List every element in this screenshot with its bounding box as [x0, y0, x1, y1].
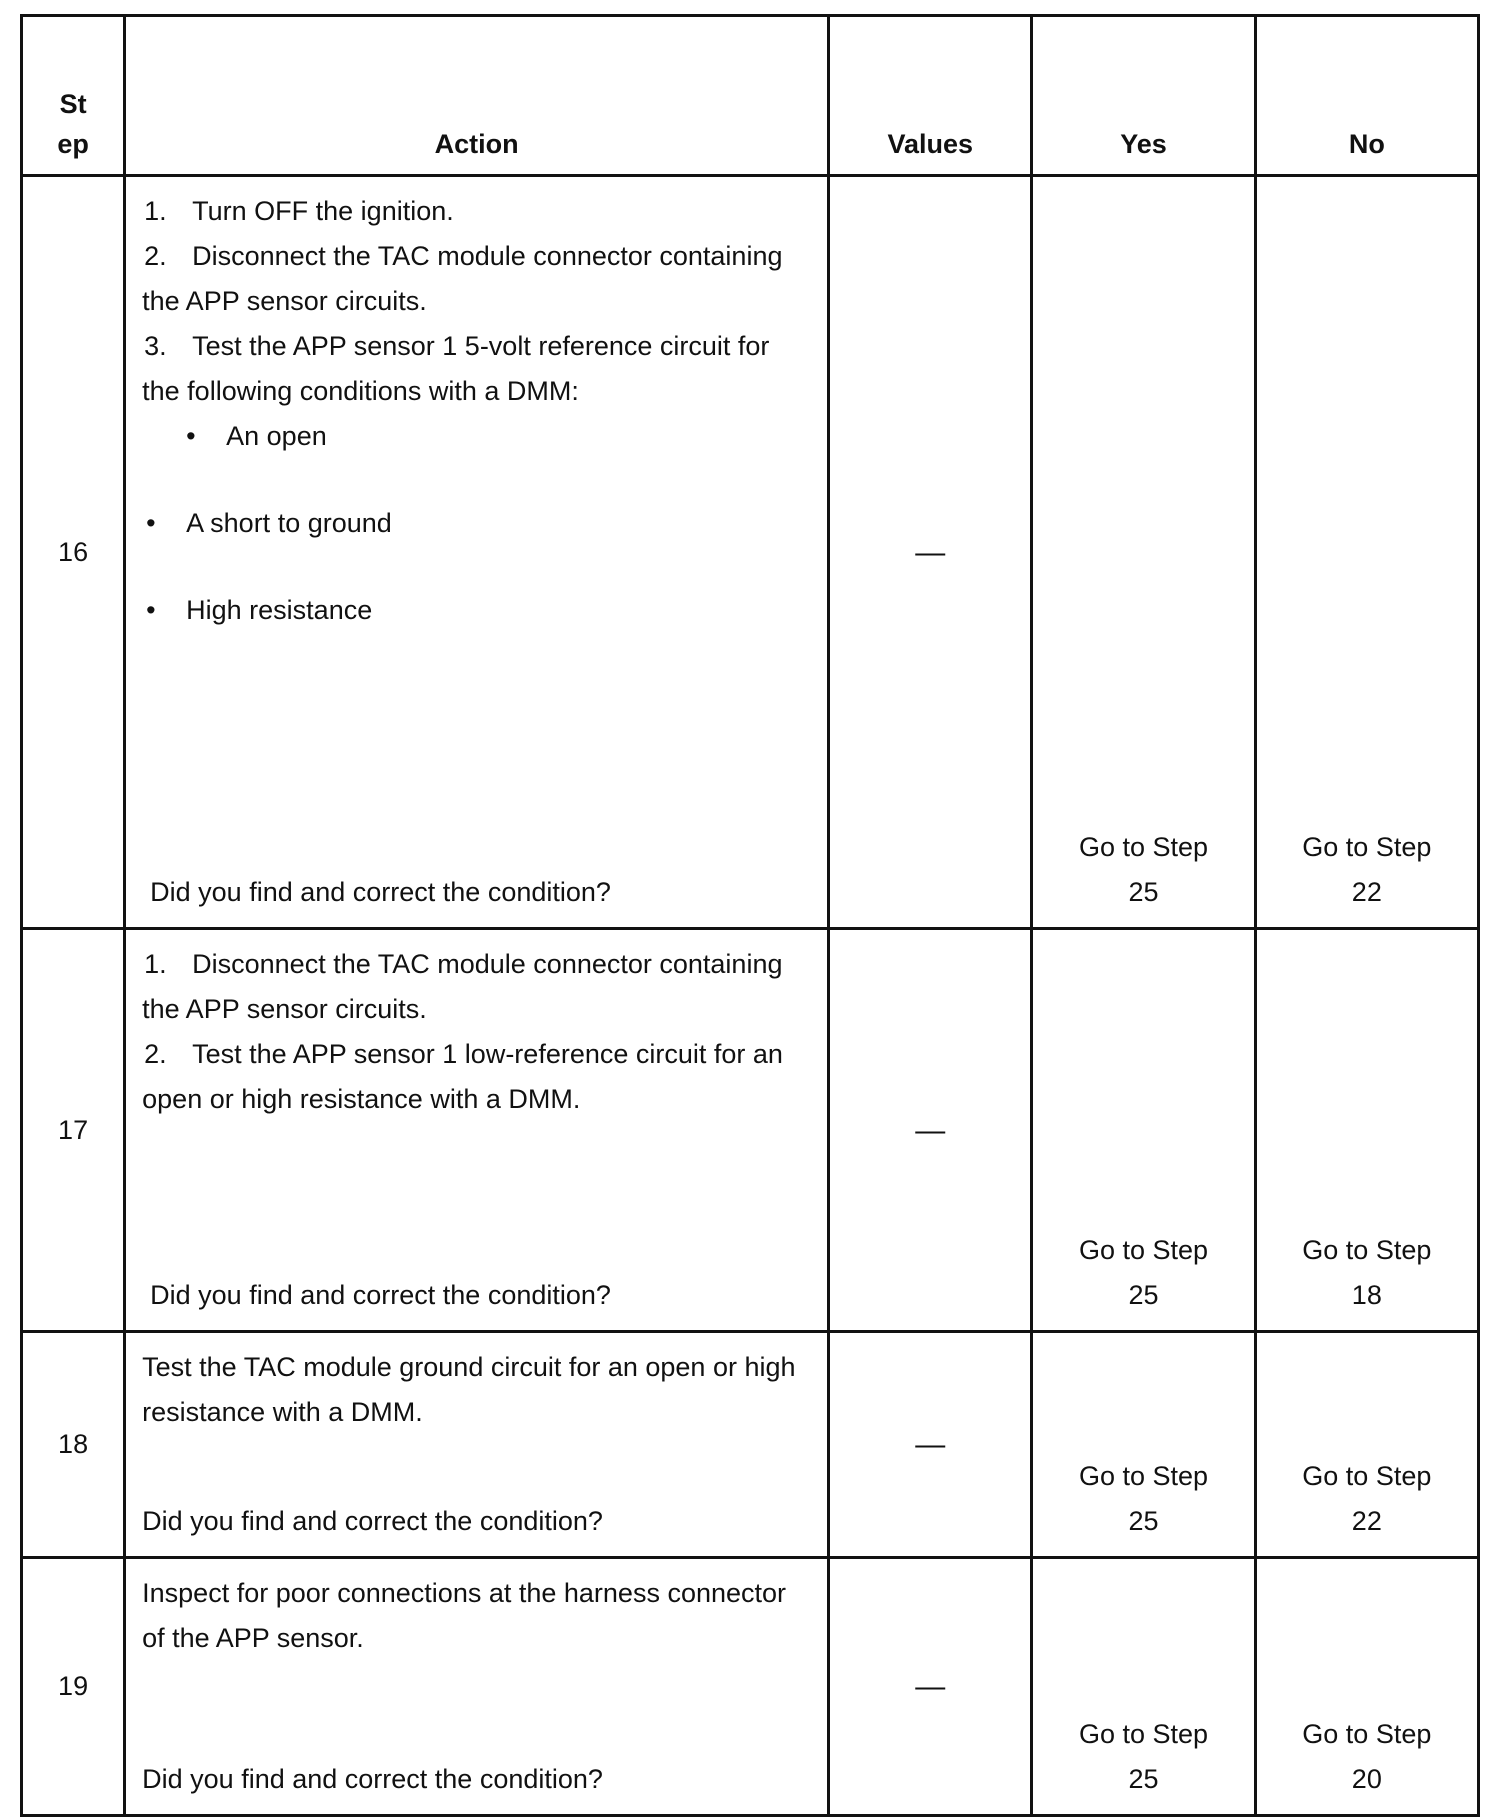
table-row	[22, 1332, 1479, 1558]
yes-label: Go to Step	[1078, 1461, 1209, 1491]
action-text: Test the TAC module ground circuit for an open or high resistance with a DMM.	[142, 1352, 796, 1427]
yes-cell	[1032, 176, 1255, 929]
action-question: Did you find and correct the condition?	[142, 1506, 603, 1536]
step-number: 19	[22, 1558, 125, 1816]
table-row	[22, 176, 1479, 929]
no-label: Go to Step	[1302, 832, 1432, 862]
values-cell: —	[829, 1332, 1032, 1558]
no-cell	[1255, 929, 1478, 1332]
action-text: Inspect for poor connections at the harness connector of the APP sensor.	[142, 1578, 787, 1653]
action-step-2: 2. Test the APP sensor 1 low-reference circuit for an open or high resistance with a DMM.	[142, 1039, 783, 1114]
yes-step: 25	[1128, 1280, 1159, 1310]
table-row	[22, 1558, 1479, 1816]
no-label: Go to Step	[1302, 1719, 1432, 1749]
action-cell	[125, 176, 829, 929]
header-row	[22, 16, 1479, 176]
action-question: Did you find and correct the condition?	[150, 877, 611, 907]
header-action: Action	[125, 16, 829, 176]
yes-cell	[1032, 1558, 1255, 1816]
header-yes: Yes	[1032, 16, 1255, 176]
no-step: 18	[1351, 1280, 1382, 1310]
diagnostic-table	[20, 14, 1480, 1817]
no-step: 22	[1351, 1506, 1382, 1536]
step-number: 18	[22, 1332, 125, 1558]
step-number: 17	[22, 929, 125, 1332]
values-cell: —	[829, 1558, 1032, 1816]
yes-cell	[1032, 929, 1255, 1332]
action-step-1: 1. Disconnect the TAC module connector containing the APP sensor circuits.	[142, 949, 783, 1024]
yes-step: 25	[1128, 1506, 1159, 1536]
action-question: Did you find and correct the condition?	[150, 1280, 611, 1310]
no-cell	[1255, 1332, 1478, 1558]
no-step: 22	[1351, 877, 1382, 907]
no-label: Go to Step	[1302, 1235, 1432, 1265]
step-number: 16	[22, 176, 125, 929]
header-step: St ep	[22, 16, 125, 176]
no-step: 20	[1351, 1764, 1382, 1794]
yes-label: Go to Step	[1078, 1235, 1209, 1265]
action-cell	[125, 1558, 829, 1816]
no-cell	[1255, 176, 1478, 929]
yes-label: Go to Step	[1078, 1719, 1209, 1749]
table-row	[22, 929, 1479, 1332]
values-cell: —	[829, 176, 1032, 929]
action-step-2: 2. Disconnect the TAC module connector containing the APP sensor circuits.	[142, 241, 783, 316]
action-cell	[125, 1332, 829, 1558]
no-label: Go to Step	[1302, 1461, 1432, 1491]
action-step-1: 1. Turn OFF the ignition.	[144, 196, 454, 226]
action-step-3: 3. Test the APP sensor 1 5-volt reference circuit for the following conditions with a DMM:	[142, 331, 770, 406]
bullet-item: • High resistance	[146, 595, 373, 625]
no-cell	[1255, 1558, 1478, 1816]
header-no: No	[1255, 16, 1478, 176]
yes-label: Go to Step	[1078, 832, 1209, 862]
yes-step: 25	[1128, 877, 1159, 907]
yes-cell	[1032, 1332, 1255, 1558]
action-cell	[125, 929, 829, 1332]
action-question: Did you find and correct the condition?	[142, 1764, 603, 1794]
header-values: Values	[829, 16, 1032, 176]
bullet-item: • A short to ground	[146, 508, 392, 538]
bullet-item: • An open	[186, 421, 327, 451]
yes-step: 25	[1128, 1764, 1159, 1794]
values-cell: —	[829, 929, 1032, 1332]
